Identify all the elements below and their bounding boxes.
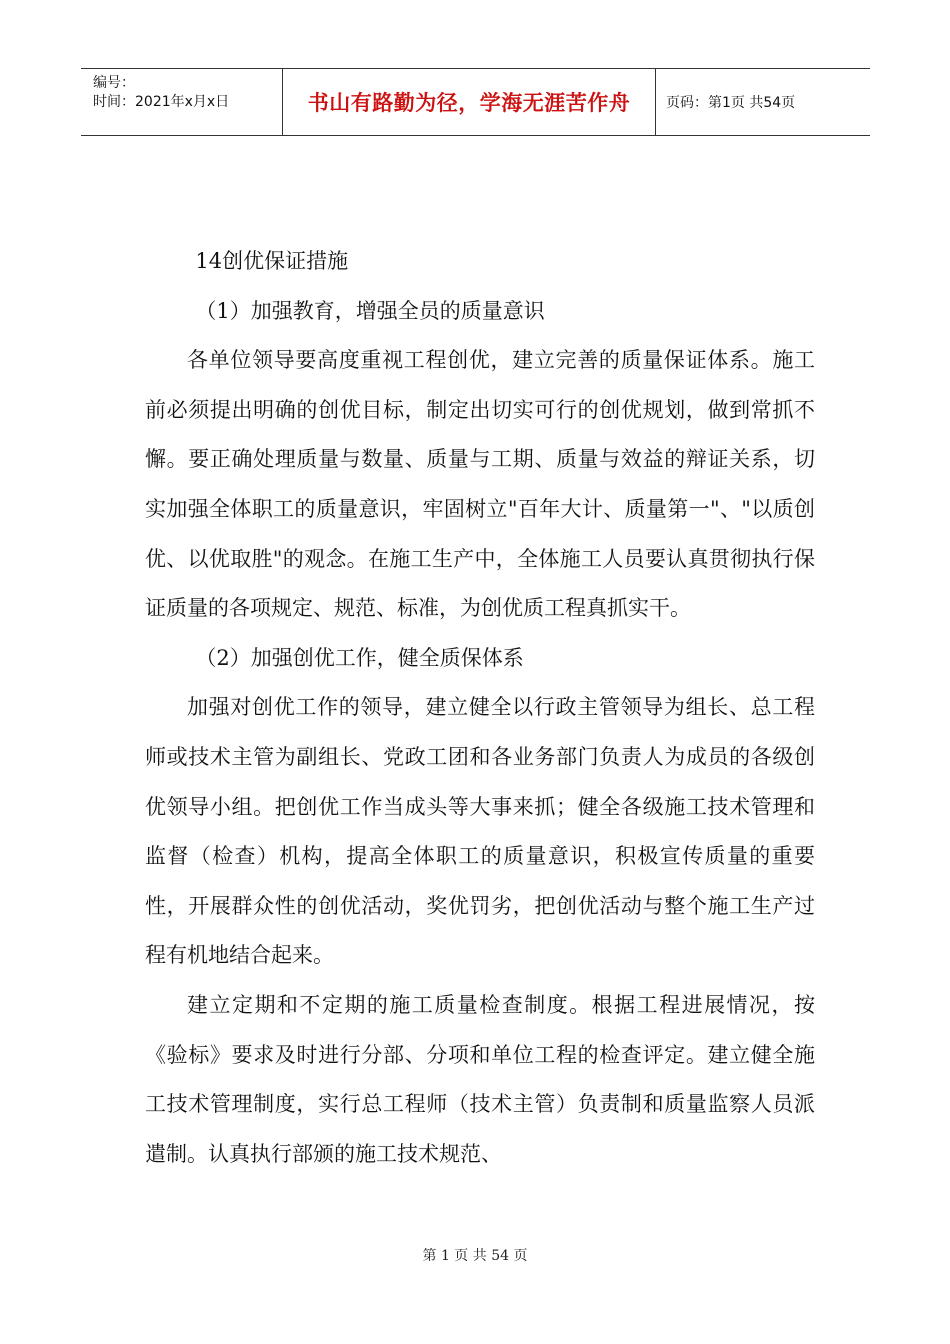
- section-heading: 14创优保证措施: [195, 249, 349, 273]
- paragraph: 加强对创优工作的领导，建立健全以行政主管领导为组长、总工程师或技术主管为副组长、党政工团和各业务部门负责人为成员的各级创优领导小组。把创优工作当成头等大事来抓；健全各级施工技术管理和监督（检查）机构，提高全体职工的质量意识，积极宣传质量的重要性，开展群众性的创优活动，奖优罚劣，把创优活动与整个施工生产过程有机地结合起来。: [145, 695, 815, 968]
- paragraph: 建立定期和不定期的施工质量检查制度。根据工程进展情况，按《验标》要求及时进行分部、分项和单位工程的检查评定。建立健全施工技术管理制度，实行总工程师（技术主管）负责制和质量监察人员派遣制。认真执行部颁的施工技术规范、: [145, 992, 815, 1166]
- document-header: [81, 68, 870, 136]
- subsection-title-2: （2）加强创优工作，健全质保体系: [195, 645, 524, 670]
- page-footer: 第 1 页 共 54 页: [422, 1248, 528, 1264]
- paragraph: 各单位领导要高度重视工程创优，建立完善的质量保证体系。施工前必须提出明确的创优目标，制定出切实可行的创优规划，做到常抓不懈。要正确处理质量与数量、质量与工期、质量与效益的辩证关系，切实加强全体职工的质量意识，牢固树立"百年大计、质量第一"、"以质创优、以优取胜"的观念。在施工生产中，全体施工人员要认真贯彻执行保证质量的各项规定、规范、标准，为创优质工程真抓实干。: [145, 348, 815, 621]
- serial-number-label: 编号：: [93, 75, 135, 91]
- document-body: [145, 237, 815, 1179]
- header-page-info: 页码：第1页 共54页: [666, 95, 796, 111]
- header-left-cell: [81, 69, 283, 135]
- time-label: 时间：2021年x月x日: [93, 94, 230, 110]
- subsection-title-1: （1）加强教育，增强全员的质量意识: [195, 298, 545, 323]
- header-motto: 书山有路勤为径，学海无涯苦作舟: [283, 69, 656, 135]
